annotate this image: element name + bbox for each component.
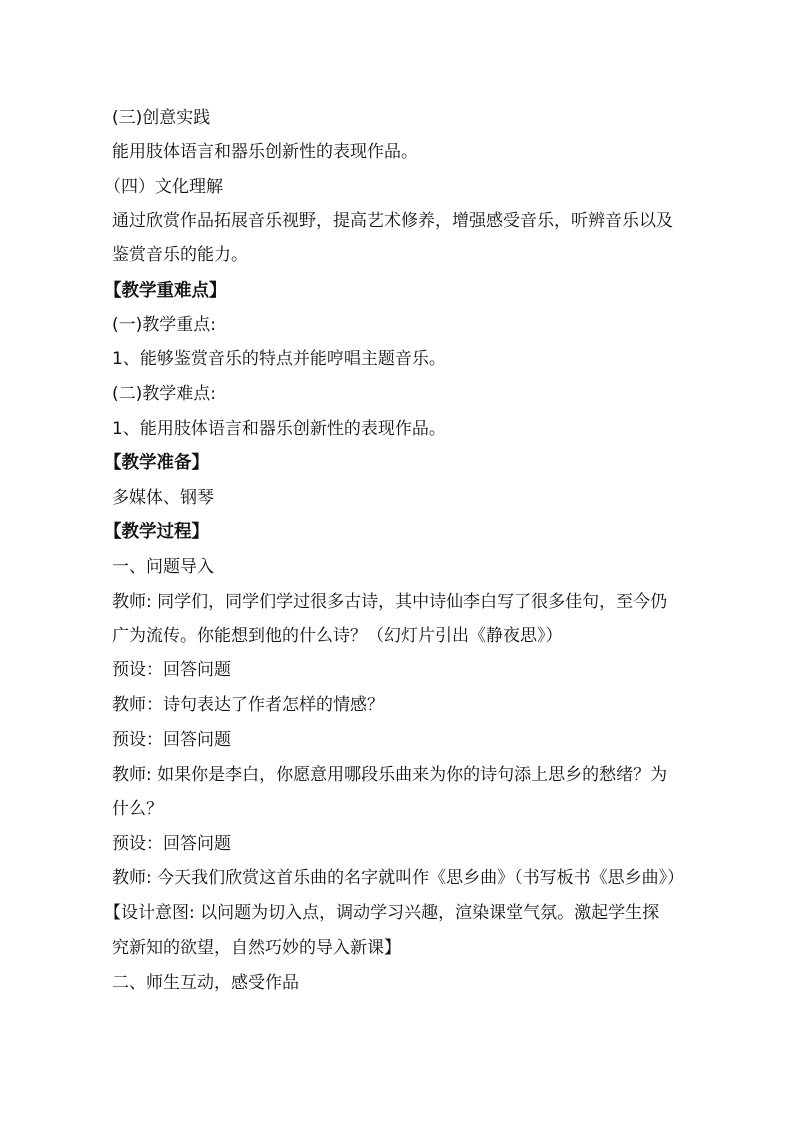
design-intent-continuation: 究新知的欲望，自然巧妙的导入新课】 [112, 938, 401, 958]
section-3-heading: (三)创意实践 [112, 108, 211, 128]
bracket-heading-process: 【教学过程】 [104, 522, 209, 542]
paragraph: 能用肢体语言和器乐创新性的表现作品。 [112, 142, 418, 162]
paragraph: 多媒体、钢琴 [112, 488, 214, 508]
bracket-heading-preparation: 【教学准备】 [104, 453, 209, 473]
subheading: (二)教学难点: [112, 384, 216, 404]
dialogue-teacher: 教师：诗句表达了作者怎样的情感？ [112, 695, 384, 715]
dialogue-preset: 预设：回答问题 [112, 660, 231, 680]
step-heading: 一、问题导入 [112, 557, 214, 577]
design-intent: 【设计意图: 以问题为切入点，调动学习兴趣，渲染课堂气氛。激起学生探 [104, 903, 660, 923]
list-item: 1、能用肢体语言和器乐创新性的表现作品。 [112, 419, 446, 439]
paragraph-continuation: 鉴赏音乐的能力。 [112, 245, 248, 265]
bracket-heading-key-difficult-points: 【教学重难点】 [104, 281, 227, 301]
section-4-heading: （四）文化理解 [104, 177, 223, 197]
dialogue-teacher: 教师: 如果你是李白，你愿意用哪段乐曲来为你的诗句添上思乡的愁绪？为 [112, 765, 668, 785]
dialogue-continuation: 广为流传。你能想到他的什么诗？（幻灯片引出《静夜思》） [112, 626, 563, 646]
paragraph: 通过欣赏作品拓展音乐视野，提高艺术修养，增强感受音乐，听辨音乐以及 [112, 211, 673, 231]
step-heading: 二、师生互动，感受作品 [112, 973, 299, 993]
dialogue-teacher: 教师: 同学们，同学们学过很多古诗，其中诗仙李白写了很多佳句，至今仍 [112, 592, 668, 612]
subheading: (一)教学重点: [112, 315, 216, 335]
dialogue-continuation: 什么？ [112, 799, 163, 819]
dialogue-preset: 预设：回答问题 [112, 730, 231, 750]
list-item: 1、能够鉴赏音乐的特点并能哼唱主题音乐。 [112, 349, 446, 369]
dialogue-teacher: 教师: 今天我们欣赏这首乐曲的名字就叫作《思乡曲》（书写板书《思乡曲》） [112, 868, 685, 888]
dialogue-preset: 预设：回答问题 [112, 834, 231, 854]
